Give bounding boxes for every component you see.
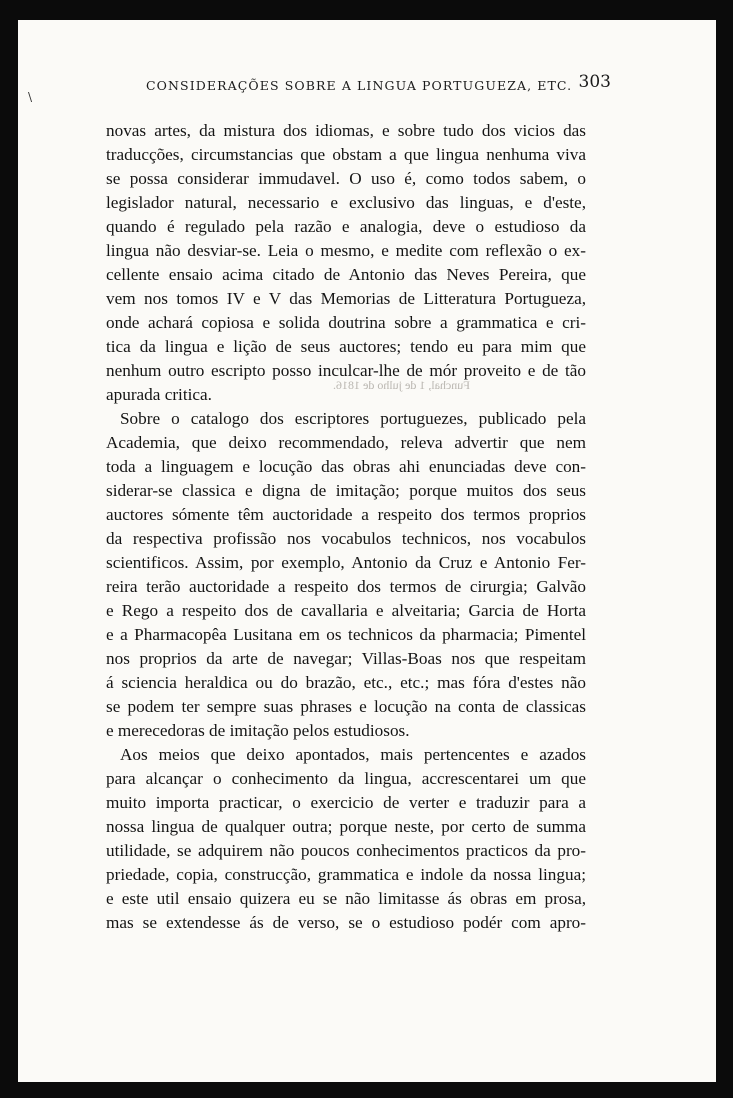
page-number: 303 bbox=[578, 72, 611, 92]
text-line: tica da lingua e lição de seus auctores; tendo eu para mim que bbox=[106, 337, 586, 356]
text-line: priedade, copia, construcção, grammatica e indole da nossa lingua; bbox=[106, 865, 586, 884]
text-line: toda a linguagem e locução das obras ahi enunciadas deve con- bbox=[106, 457, 586, 476]
page-header bbox=[146, 72, 611, 96]
text-line: reira terão auctoridade a respeito dos termos de cirurgia; Galvão bbox=[106, 577, 586, 596]
text-line: scientificos. Assim, por exemplo, Antonio da Cruz e Antonio Fer- bbox=[106, 553, 586, 572]
text-line: e a Pharmacopêa Lusitana em os technicos da pharmacia; Pimentel bbox=[106, 625, 586, 644]
text-line: Sobre o catalogo dos escriptores portuguezes, publicado pela bbox=[120, 409, 586, 428]
text-line: se podem ter sempre suas phrases e locução na conta de classicas bbox=[106, 697, 586, 716]
margin-mark: \ bbox=[28, 90, 33, 104]
text-line: Academia, que deixo recommendado, releva advertir que nem bbox=[106, 433, 586, 452]
text-line: utilidade, se adquirem não poucos conhecimentos practicos da pro- bbox=[106, 841, 586, 860]
running-title: CONSIDERAÇÕES SOBRE A LINGUA PORTUGUEZA, ETC. bbox=[146, 78, 573, 93]
text-line: vem nos tomos IV e V das Memorias de Litteratura Portugueza, bbox=[106, 289, 586, 308]
text-line: cellente ensaio acima citado de Antonio das Neves Pereira, que bbox=[106, 265, 586, 284]
bleed-through-text: Funchal, 1 de julho de 1816. bbox=[333, 378, 470, 392]
text-line: apurada critica. bbox=[106, 385, 212, 404]
text-line: e este util ensaio quizera eu se não limitasse ás obras em prosa, bbox=[106, 889, 586, 908]
text-line: nenhum outro escripto posso inculcar-lhe de mór proveito e de tão bbox=[106, 361, 586, 380]
text-line: legislador natural, necessario e exclusivo das linguas, e d'este, bbox=[106, 193, 586, 212]
text-line: lingua não desviar-se. Leia o mesmo, e medite com reflexão o ex- bbox=[106, 241, 586, 260]
text-line: onde achará copiosa e solida doutrina sobre a grammatica e cri- bbox=[106, 313, 586, 332]
text-line: e merecedoras de imitação pelos estudiosos. bbox=[106, 721, 410, 740]
text-line: auctores sómente têm auctoridade a respeito dos termos proprios bbox=[106, 505, 586, 524]
book-page bbox=[18, 20, 716, 1082]
text-line: se possa considerar immudavel. O uso é, como todos sabem, o bbox=[106, 169, 586, 188]
text-line: novas artes, da mistura dos idiomas, e sobre tudo dos vicios das bbox=[106, 121, 586, 140]
text-line: muito importa practicar, o exercicio de verter e traduzir para a bbox=[106, 793, 586, 812]
text-line: e Rego a respeito dos de cavallaria e alveitaria; Garcia de Horta bbox=[106, 601, 586, 620]
text-line: nossa lingua de qualquer outra; porque neste, por certo de summa bbox=[106, 817, 586, 836]
text-line: Aos meios que deixo apontados, mais pertencentes e azados bbox=[120, 745, 586, 764]
text-line: traducções, circumstancias que obstam a que lingua nenhuma viva bbox=[106, 145, 586, 164]
text-line: nos proprios da arte de navegar; Villas-Boas nos que respeitam bbox=[106, 649, 586, 668]
text-line: quando é regulado pela razão e analogia, deve o estudioso da bbox=[106, 217, 586, 236]
text-line: á sciencia heraldica ou do brazão, etc., etc.; mas fóra d'estes não bbox=[106, 673, 586, 692]
text-line: para alcançar o conhecimento da lingua, accrescentarei um que bbox=[106, 769, 586, 788]
text-line: mas se extendesse ás de verso, se o estudioso podér com apro- bbox=[106, 913, 586, 932]
text-line: da respectiva profissão nos vocabulos technicos, nos vocabulos bbox=[106, 529, 586, 548]
text-line: siderar-se classica e digna de imitação; porque muitos dos seus bbox=[106, 481, 586, 500]
